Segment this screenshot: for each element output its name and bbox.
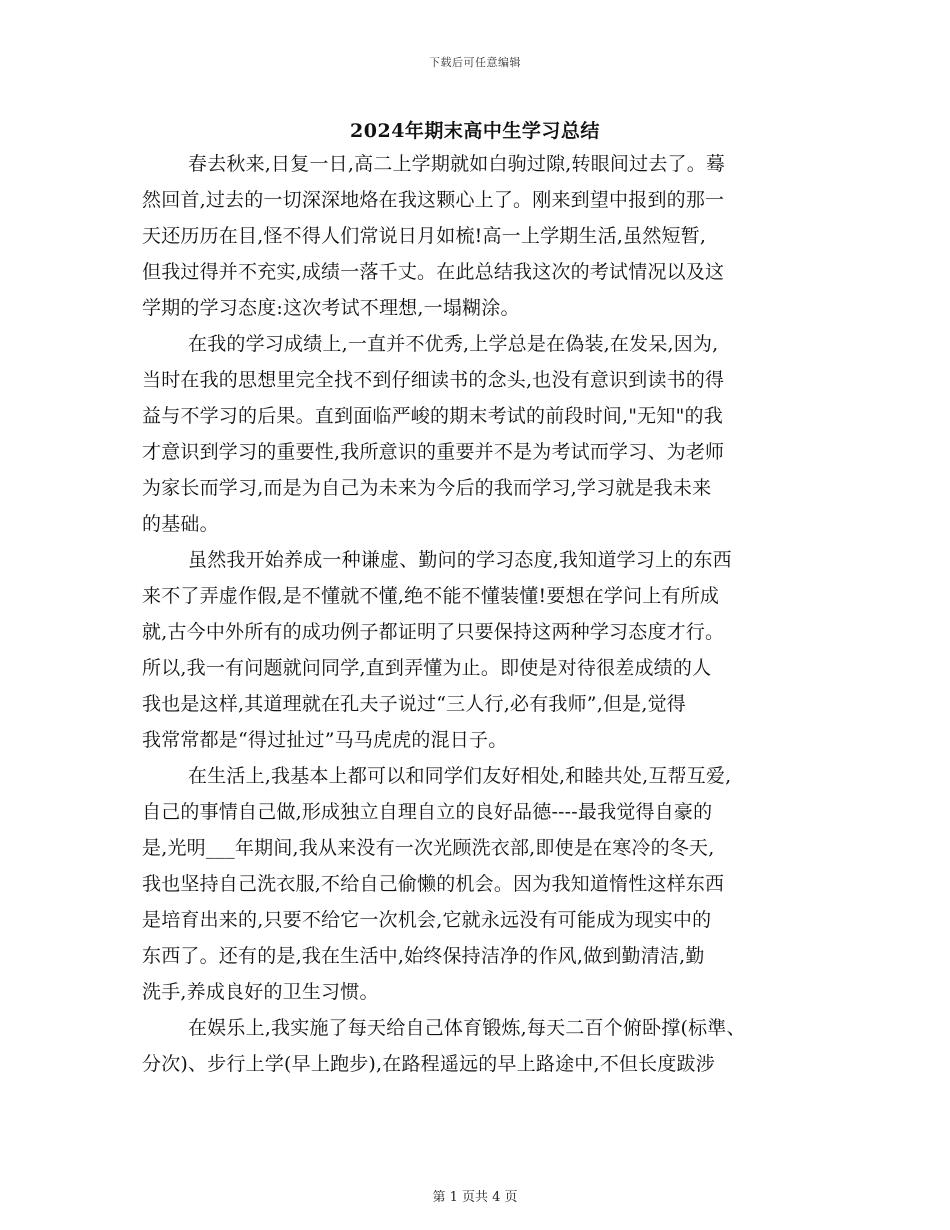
text-line: 在我的学习成绩上,一直并不优秀,上学总是在偽装,在发呆,因为, [188, 333, 719, 355]
text-line: 春去秋来,日复一日,高二上学期就如白驹过隙,转眼间过去了。蓦 [188, 153, 726, 175]
document-body [142, 146, 832, 1082]
text-line: 然回首,过去的一切深深地烙在我这颗心上了。刚来到望中报到的那一 [142, 189, 725, 211]
text-line: 是,光明___年期间,我从来没有一次光顾洗衣部,即使是在寒冷的冬天, [142, 837, 715, 859]
text-line: 在生活上,我基本上都可以和同学们友好相处,和睦共处,互帮互爱, [188, 765, 732, 787]
text-line: 但我过得并不充实,成绩一落千丈。在此总结我这次的考试情况以及这 [142, 261, 725, 283]
text-line: 在娱乐上,我实施了每天给自己体育锻炼,每天二百个俯卧撑(标準、 [188, 1017, 746, 1039]
text-line: 当时在我的思想里完全找不到仔细读书的念头,也没有意识到读书的得 [142, 369, 725, 391]
text-line: 我也是这样,其道理就在孔夫子说过“三人行,必有我师”,但是,觉得 [142, 693, 686, 715]
text-line: 我常常都是“得过扯过”马马虎虎的混日子。 [142, 729, 508, 751]
text-line: 我也坚持自己洗衣服,不给自己偷懒的机会。因为我知道惰性这样东西 [142, 873, 725, 895]
text-line: 分次)、步行上学(早上跑步),在路程遥远的早上路途中,不但长度跋涉 [142, 1053, 715, 1075]
text-line: 虽然我开始养成一种谦虚、勤问的学习态度,我知道学习上的东西 [188, 549, 732, 571]
paragraph [142, 1010, 832, 1082]
text-line: 天还历历在目,怪不得人们常说日月如梳!高一上学期生活,虽然短暂, [142, 225, 707, 247]
header-note: 下载后可任意编辑 [429, 56, 521, 69]
text-line: 东西了。还有的是,我在生活中,始终保持洁净的作风,做到勤清洁,勤 [142, 945, 705, 967]
text-line: 所以,我一有问题就问同学,直到弄懂为止。即使是对待很差成绩的人 [142, 657, 712, 679]
text-line: 来不了弄虚作假,是不懂就不懂,绝不能不懂装懂!要想在学问上有所成 [142, 585, 720, 607]
paragraph [142, 146, 832, 326]
text-line: 自己的事情自己做,形成独立自理自立的良好品德----最我觉得自豪的 [142, 801, 713, 823]
document-title: 2024年期末高中生学习总结 [350, 120, 600, 142]
paragraph [142, 326, 832, 542]
paragraph [142, 758, 832, 1010]
text-line: 益与不学习的后果。直到面临严峻的期末考试的前段时间,"无知"的我 [142, 405, 723, 427]
text-line: 为家长而学习,而是为自己为未来为今后的我而学习,学习就是我未来 [142, 477, 712, 499]
page-number-footer: 第 1 页共 4 页 [432, 1190, 518, 1205]
paragraph [142, 542, 832, 758]
text-line: 洗手,养成良好的卫生习惯。 [142, 981, 379, 1003]
text-line: 才意识到学习的重要性,我所意识的重要并不是为考试而学习、为老师 [142, 441, 725, 463]
text-line: 是培育出来的,只要不给它一次机会,它就永远没有可能成为现实中的 [142, 909, 712, 931]
text-line: 的基础。 [142, 513, 219, 535]
text-line: 就,古今中外所有的成功例子都证明了只要保持这两种学习态度才行。 [142, 621, 725, 643]
text-line: 学期的学习态度:这次考试不理想,一塌糊涂。 [142, 297, 520, 319]
